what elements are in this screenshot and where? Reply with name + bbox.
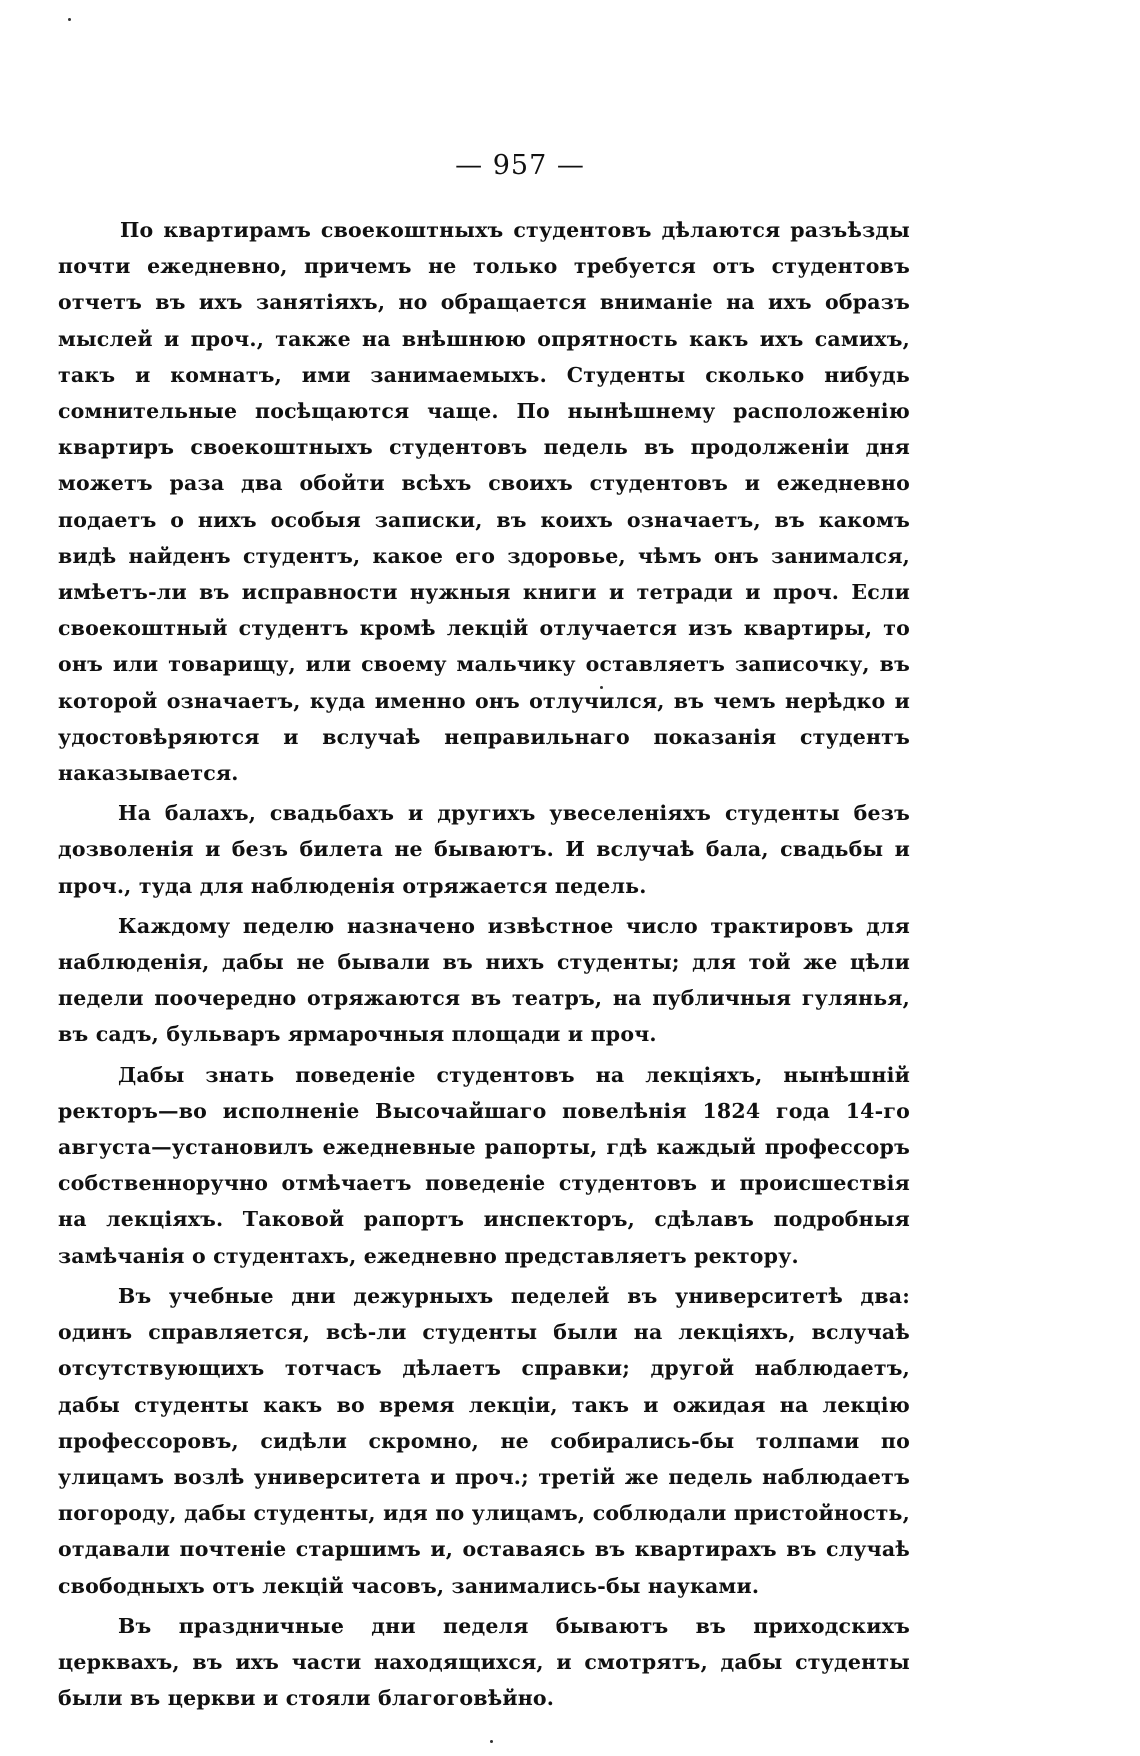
print-speck [490,1740,493,1743]
paragraph-2: На балахъ, свадьбахъ и другихъ увеселеніяхъ студенты безъ дозволенія и безъ билета не бываютъ. И вслучаѣ бала, свадьбы и проч., туда для наблюденія отряжается педель. [58,801,910,898]
paragraph-5: Въ учебные дни дежурныхъ педелей въ университетѣ два: одинъ справляется, всѣ-ли студенты были на лекціяхъ, вслучаѣ отсутствующихъ тотчасъ дѣлаетъ справки; другой наблюдаетъ, дабы студенты какъ во время лекціи, такъ и ожидая на лекцію профессоровъ, сидѣли скромно, не собирались-бы толпами по улицамъ возлѣ университета и проч.; третій же педель наблюдаетъ погороду, дабы студенты, идя по улицамъ, соблюдали пристойность, отдавали почтеніе старшимъ и, оставаясь въ квартирахъ въ случаѣ свободныхъ отъ лекцій часовъ, занимались-бы науками. [58,1283,910,1598]
print-speck [600,686,603,689]
paragraph-6: Въ праздничные дни педеля бываютъ въ приходскихъ церквахъ, въ ихъ части находящихся, и смотрятъ, дабы студенты были въ церкви и стояли благоговѣйно. [58,1613,910,1711]
paragraph-3: Каждому педелю назначено извѣстное число трактировъ для наблюденія, дабы не бывали въ нихъ студенты; для той же цѣли педели поочередно отряжаются въ театръ, на публичныя гулянья, въ садъ, бульваръ ярмарочныя площади и проч. [58,913,910,1047]
print-speck [68,18,71,21]
body-text [58,212,910,1720]
page-number: — 957 — [455,150,585,181]
paragraph-4: Дабы знать поведеніе студентовъ на лекціяхъ, нынѣшній ректоръ—во исполненіе Высочайшаго повелѣнія 1824 года 14-го августа—установилъ ежедневные рапорты, гдѣ каждый профессоръ собственноручно отмѣчаетъ поведеніе студентовъ и происшествія на лекціяхъ. Таковой рапортъ инспекторъ, сдѣлавъ подробныя замѣчанія о студентахъ, ежедневно представляетъ ректору. [58,1062,910,1268]
paragraph-1: По квартирамъ своекоштныхъ студентовъ дѣлаются разъѣзды почти ежедневно, причемъ не только требуется отъ студентовъ отчетъ въ ихъ занятіяхъ, но обращается вниманіе на ихъ образъ мыслей и проч., также на внѣшнюю опрятность какъ ихъ самихъ, такъ и комнатъ, ими занимаемыхъ. Студенты сколько нибудь сомнительные посѣщаются чаще. По нынѣшнему расположенію квартиръ своекоштныхъ студентовъ педель въ продолженіи дня можетъ раза два обойти всѣхъ своихъ студентовъ и ежедневно подаетъ о нихъ особыя записки, въ коихъ означаетъ, въ какомъ видѣ найденъ студентъ, какое его здоровье, чѣмъ онъ занимался, имѣетъ-ли въ исправности нужныя книги и тетради и проч. Если своекоштный студентъ кромѣ лекцій отлучается изъ квартиры, то онъ или товарищу, или своему мальчику оставляетъ записочку, въ которой означаетъ, куда именно онъ отлучился, въ чемъ нерѣдко и удостовѣряются и вслучаѣ неправильнаго показанія студентъ наказывается. [58,218,910,786]
